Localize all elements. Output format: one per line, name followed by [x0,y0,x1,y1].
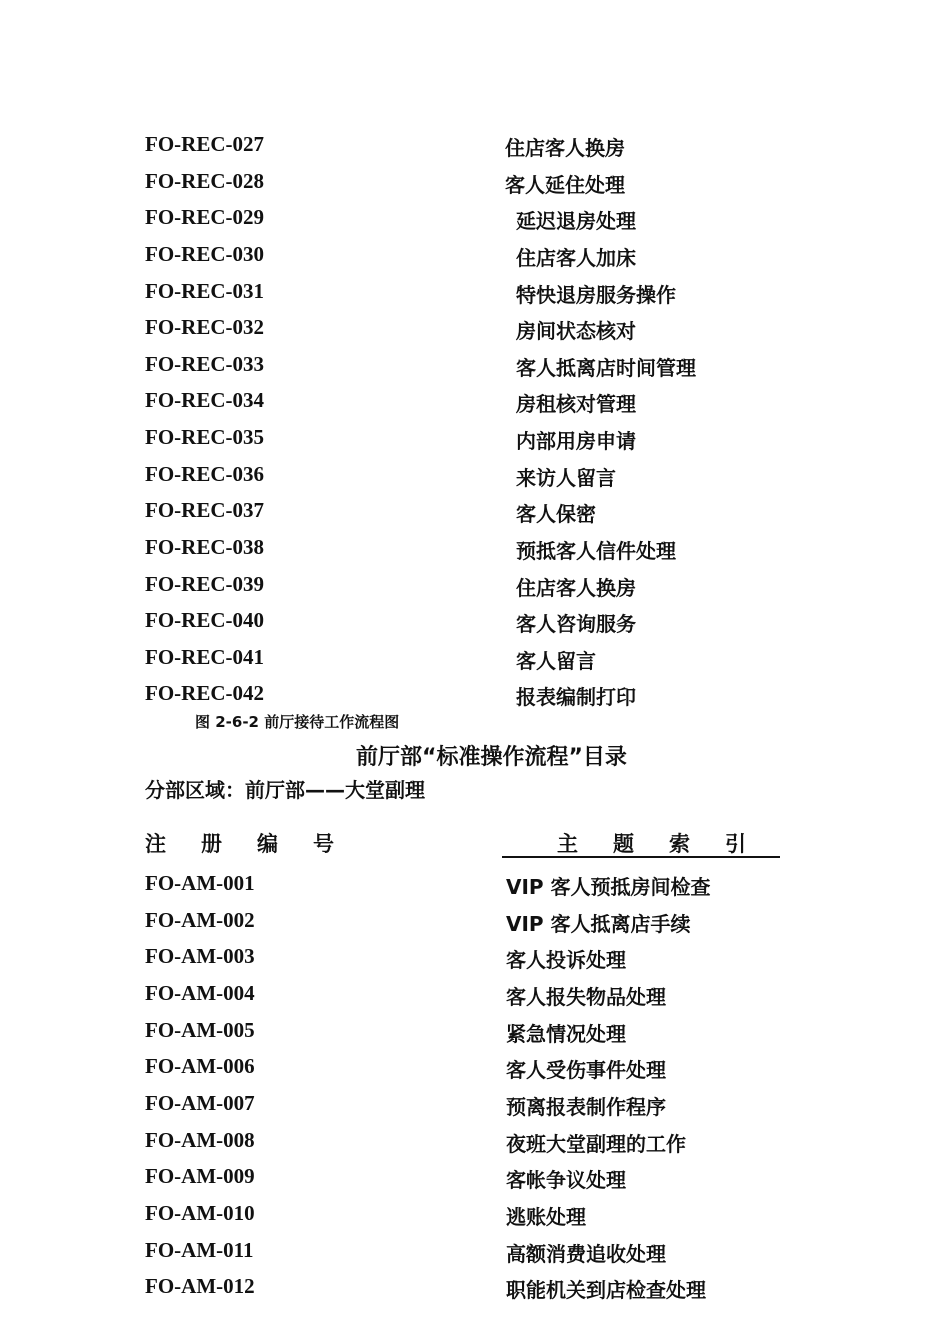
register-code: FO-REC-036 [145,462,264,486]
figure-caption: 图 2-6-2 前厅接待工作流程图 [195,713,400,731]
list-item [0,981,950,1011]
topic-title: 延迟退房处理 [516,209,636,233]
topic-title: 房间状态核对 [516,319,636,343]
list-item [0,572,950,602]
register-code: FO-AM-003 [145,944,255,968]
list-item [0,425,950,455]
topic-title: 报表编制打印 [516,685,636,709]
list-item [0,1274,950,1304]
column-header-char: 题 [613,832,634,856]
topic-title: 客人投诉处理 [506,948,626,972]
register-code: FO-REC-027 [145,132,264,156]
register-code: FO-AM-004 [145,981,255,1005]
column-header-char: 号 [313,832,334,856]
register-code: FO-AM-007 [145,1091,255,1115]
list-item [0,944,950,974]
list-item [0,462,950,492]
register-code: FO-AM-002 [145,908,255,932]
column-header-char: 编 [257,832,278,856]
topic-title: 预离报表制作程序 [506,1095,666,1119]
topic-title: 客人咨询服务 [516,612,636,636]
register-code: FO-REC-041 [145,645,264,669]
list-item [0,352,950,382]
register-code: FO-AM-001 [145,871,255,895]
register-code: FO-AM-011 [145,1238,254,1262]
topic-title: 特快退房服务操作 [516,283,676,307]
list-item [0,1238,950,1268]
column-header-char: 注 [145,832,166,856]
topic-title: 内部用房申请 [516,429,636,453]
topic-title: 高额消费追收处理 [506,1242,666,1266]
list-item [0,169,950,199]
topic-title: 住店客人换房 [516,576,636,600]
topic-title: 来访人留言 [516,466,616,490]
topic-title: 预抵客人信件处理 [516,539,676,563]
list-item [0,535,950,565]
topic-title: VIP 客人抵离店手续 [506,912,691,936]
register-code: FO-REC-038 [145,535,264,559]
list-item [0,205,950,235]
topic-title: 客人抵离店时间管理 [516,356,696,380]
register-code: FO-AM-009 [145,1164,255,1188]
register-code: FO-REC-031 [145,279,264,303]
list-item [0,908,950,938]
topic-title: 逃账处理 [506,1205,586,1229]
list-item [0,1128,950,1158]
list-item [0,279,950,309]
list-item [0,1091,950,1121]
section-heading: 前厅部“标准操作流程”目录 [356,745,627,770]
list-item [0,1018,950,1048]
register-code: FO-REC-037 [145,498,264,522]
list-item [0,1201,950,1231]
register-code: FO-AM-010 [145,1201,255,1225]
topic-title: 客人保密 [516,502,596,526]
register-code: FO-REC-032 [145,315,264,339]
register-code: FO-REC-040 [145,608,264,632]
column-header-char: 册 [201,832,222,856]
list-item [0,242,950,272]
topic-title: 客人受伤事件处理 [506,1058,666,1082]
list-item [0,681,950,711]
register-code: FO-REC-039 [145,572,264,596]
area-label: 分部区域：前厅部——大堂副理 [145,778,425,802]
topic-title: 住店客人加床 [516,246,636,270]
topic-title: 住店客人换房 [505,136,625,160]
column-header-topic-index [502,826,780,858]
register-code: FO-AM-006 [145,1054,255,1078]
list-item [0,1054,950,1084]
topic-title: 房租核对管理 [516,392,636,416]
column-header-char: 主 [557,832,578,856]
register-code: FO-REC-028 [145,169,264,193]
register-code: FO-REC-042 [145,681,264,705]
register-code: FO-REC-035 [145,425,264,449]
topic-title: VIP 客人预抵房间检查 [506,875,711,899]
register-code: FO-AM-012 [145,1274,255,1298]
register-code: FO-REC-030 [145,242,264,266]
list-item [0,498,950,528]
list-item [0,132,950,162]
column-header-register-number [145,828,337,858]
topic-title: 夜班大堂副理的工作 [506,1132,686,1156]
register-code: FO-REC-029 [145,205,264,229]
topic-title: 客帐争议处理 [506,1168,626,1192]
topic-title: 紧急情况处理 [506,1022,626,1046]
list-item [0,1164,950,1194]
topic-title: 客人留言 [516,649,596,673]
topic-title: 客人报失物品处理 [506,985,666,1009]
list-item [0,608,950,638]
register-code: FO-AM-005 [145,1018,255,1042]
column-header-char: 引 [725,832,746,856]
list-item [0,388,950,418]
topic-title: 客人延住处理 [505,173,625,197]
list-item [0,871,950,901]
register-code: FO-REC-033 [145,352,264,376]
list-item [0,645,950,675]
register-code: FO-AM-008 [145,1128,255,1152]
list-item [0,315,950,345]
column-header-char: 索 [669,832,690,856]
topic-title: 职能机关到店检查处理 [506,1278,706,1302]
register-code: FO-REC-034 [145,388,264,412]
